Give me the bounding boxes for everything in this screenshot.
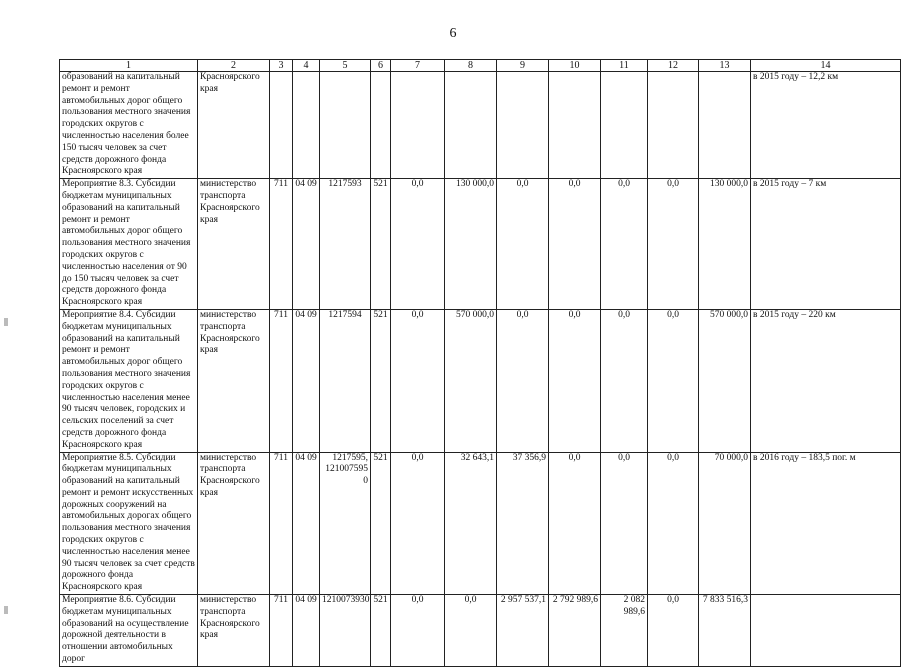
section-cell: 04 09 [293,309,320,452]
scan-edge-mark [4,606,8,614]
value-cell: 0,0 [445,595,497,667]
value-cell: 0,0 [549,179,601,310]
measure-name-cell: Мероприятие 8.3. Субсидии бюджетам муниципальных образований на капитальный ремонт и ремонт автомобильных дорог общего пользования местного значения городских округов с численностью населения от 90 до 150 тысяч человек за счет средств дорожного фонда Красноярского края [60,179,198,310]
scan-edge-mark [4,318,8,326]
value-cell: 32 643,1 [445,452,497,595]
col-header-9: 9 [497,60,549,72]
section-cell: 04 09 [293,595,320,667]
col-header-3: 3 [270,60,293,72]
value-cell: 2 957 537,1 [497,595,549,667]
total-cell: 70 000,0 [699,452,751,595]
expense-type-cell [371,72,391,179]
col-header-6: 6 [371,60,391,72]
total-cell: 570 000,0 [699,309,751,452]
value-cell: 0,0 [601,309,648,452]
table-row [60,72,901,179]
expense-type-cell: 521 [371,595,391,667]
col-header-1: 1 [60,60,198,72]
value-cell: 0,0 [391,309,445,452]
value-cell: 2 082 989,6 [601,595,648,667]
value-cell: 37 356,9 [497,452,549,595]
value-cell [445,72,497,179]
total-cell: 7 833 516,3 [699,595,751,667]
value-cell: 0,0 [648,179,699,310]
grbs-cell: 711 [270,179,293,310]
measure-name-cell: Мероприятие 8.6. Субсидии бюджетам муниципальных образований на осуществление дорожной деятельности в отношении автомобильных дорог [60,595,198,667]
value-cell: 0,0 [601,179,648,310]
grbs-cell [270,72,293,179]
grbs-cell: 711 [270,595,293,667]
value-cell: 130 000,0 [445,179,497,310]
target-article-cell: 1217595, 1210075950 [320,452,371,595]
expense-type-cell: 521 [371,179,391,310]
result-cell: в 2015 году – 7 км [751,179,901,310]
target-article-cell: 1217594 [320,309,371,452]
value-cell: 0,0 [391,179,445,310]
table-row [60,179,901,310]
section-cell: 04 09 [293,452,320,595]
value-cell [497,72,549,179]
value-cell [601,72,648,179]
budget-table-sheet [59,59,856,667]
col-header-11: 11 [601,60,648,72]
value-cell: 570 000,0 [445,309,497,452]
target-article-cell: 1210073930 [320,595,371,667]
value-cell: 0,0 [497,309,549,452]
result-cell [751,595,901,667]
value-cell: 0,0 [497,179,549,310]
col-header-7: 7 [391,60,445,72]
value-cell [391,72,445,179]
table-row [60,452,901,595]
grbs-cell: 711 [270,452,293,595]
col-header-13: 13 [699,60,751,72]
col-header-4: 4 [293,60,320,72]
value-cell: 2 792 989,6 [549,595,601,667]
executor-cell: министерство транспорта Красноярского края [198,179,270,310]
measure-name-cell: Мероприятие 8.4. Субсидии бюджетам муниципальных образований на капитальный ремонт и ремонт автомобильных дорог общего пользования местного значения городских округов с численностью населения менее 90 тысяч человек, городских и сельских поселений за счет средств дорожного фонда Красноярского края [60,309,198,452]
result-cell: в 2015 году – 220 км [751,309,901,452]
col-header-14: 14 [751,60,901,72]
executor-cell: министерство транспорта Красноярского края [198,452,270,595]
value-cell: 0,0 [648,595,699,667]
value-cell: 0,0 [391,595,445,667]
table-row [60,595,901,667]
value-cell: 0,0 [549,309,601,452]
value-cell [549,72,601,179]
measure-name-cell: Мероприятие 8.5. Субсидии бюджетам муниципальных образований на капитальный ремонт и ремонт искусственных дорожных сооружений на автомобильных дорогах общего пользования местного значения городских округов с численностью населения менее 90 тысяч человек за счет средств дорожного фонда Красноярского края [60,452,198,595]
value-cell: 0,0 [648,309,699,452]
result-cell: в 2015 году – 12,2 км [751,72,901,179]
value-cell: 0,0 [391,452,445,595]
table-row [60,309,901,452]
value-cell: 0,0 [648,452,699,595]
section-cell [293,72,320,179]
budget-table [59,59,901,667]
target-article-cell [320,72,371,179]
expense-type-cell: 521 [371,452,391,595]
target-article-cell: 1217593 [320,179,371,310]
result-cell: в 2016 году – 183,5 пог. м [751,452,901,595]
total-cell: 130 000,0 [699,179,751,310]
value-cell: 0,0 [601,452,648,595]
value-cell: 0,0 [549,452,601,595]
header-row [60,60,901,72]
grbs-cell: 711 [270,309,293,452]
executor-cell: министерство транспорта Красноярского края [198,309,270,452]
value-cell [648,72,699,179]
col-header-10: 10 [549,60,601,72]
total-cell [699,72,751,179]
col-header-2: 2 [198,60,270,72]
expense-type-cell: 521 [371,309,391,452]
col-header-5: 5 [320,60,371,72]
col-header-12: 12 [648,60,699,72]
measure-name-cell: образований на капитальный ремонт и ремонт автомобильных дорог общего пользования местного значения городских округов с численностью населения более 150 тысяч человек за счет средств дорожного фонда Красноярского края [60,72,198,179]
section-cell: 04 09 [293,179,320,310]
page-number: 6 [449,26,457,41]
executor-cell: министерство транспорта Красноярского края [198,595,270,667]
executor-cell: Красноярского края [198,72,270,179]
col-header-8: 8 [445,60,497,72]
